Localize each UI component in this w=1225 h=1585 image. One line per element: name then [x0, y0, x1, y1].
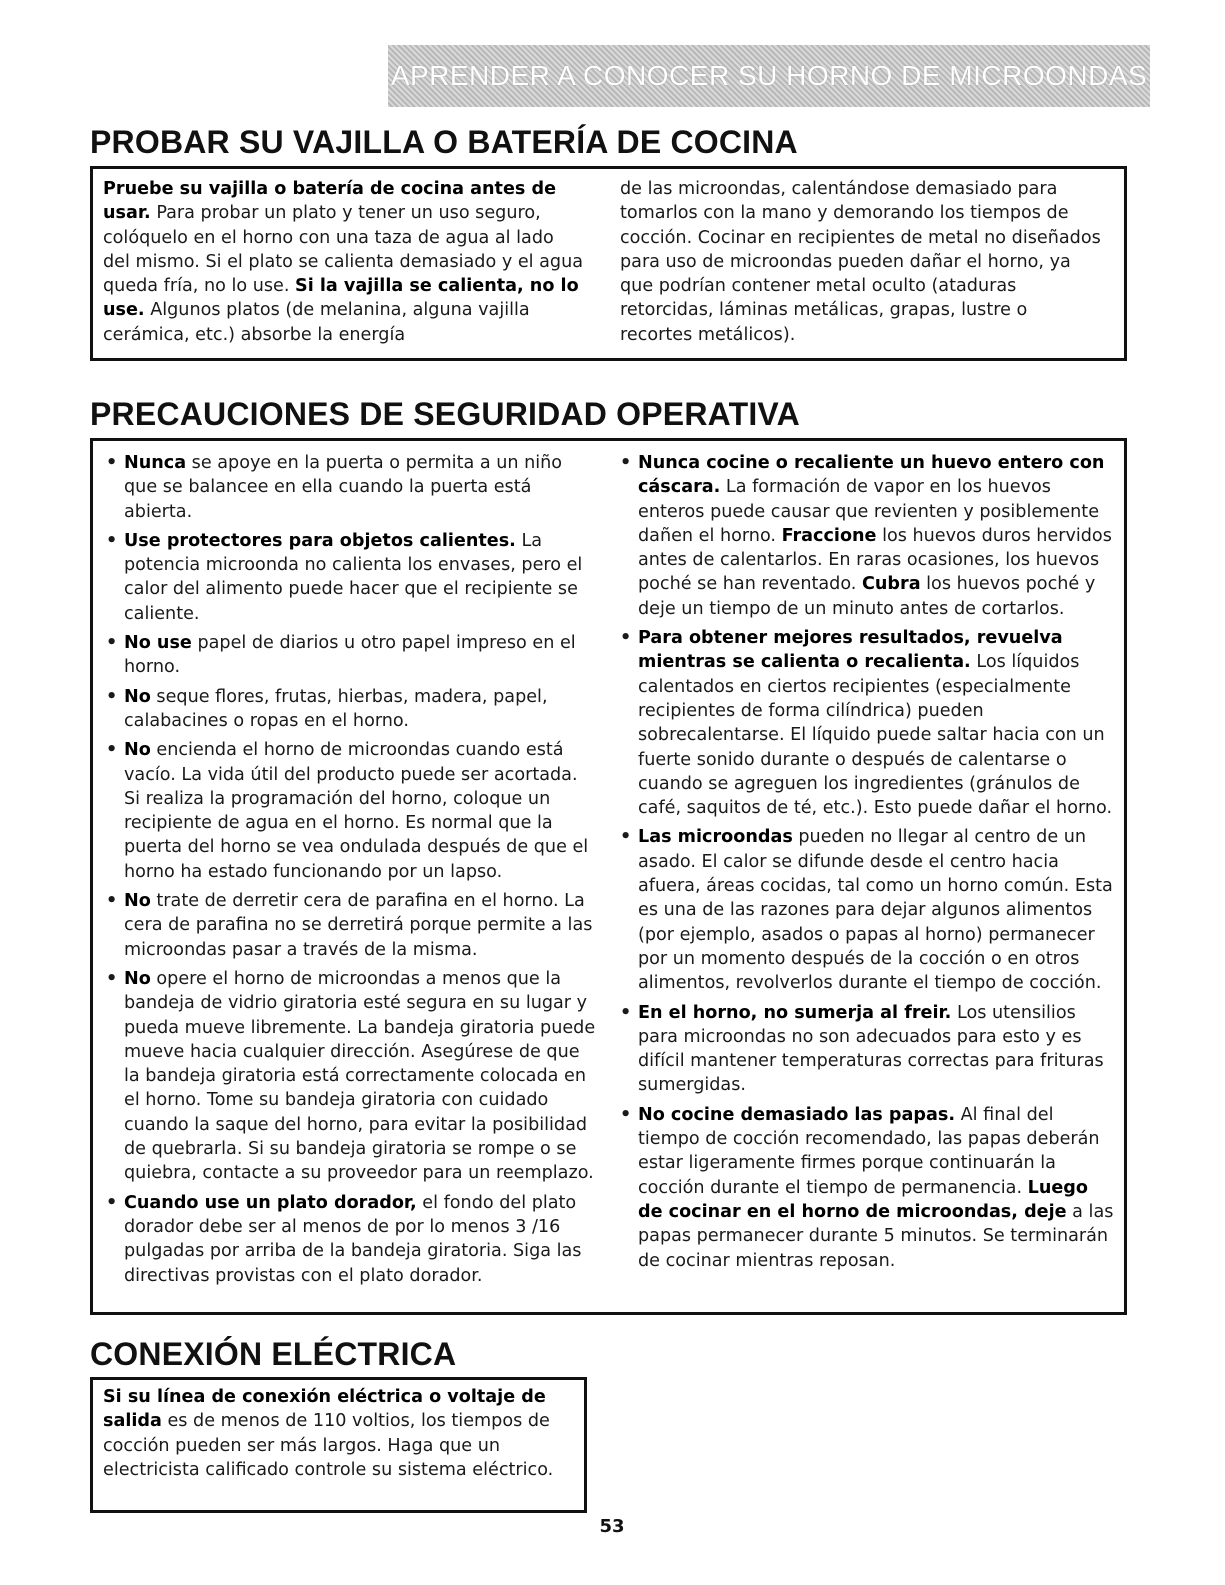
precauciones-title: PRECAUCIONES DE SEGURIDAD OPERATIVA: [90, 396, 800, 432]
bold-run: Cubra: [861, 574, 921, 595]
text-run: Los utensilios para microondas no son adecuados para esto y es difícil mantener temperaturas correctas para frituras sumergidas.: [638, 1002, 1104, 1096]
bold-run: Las microondas: [638, 827, 793, 848]
bold-run: Nunca: [124, 453, 187, 473]
text-run: Los líquidos calentados en ciertos recipientes (especialmente recipientes de forma cilíndrica) pueden sobrecalentarse. El líquido puede saltar hacia con un fuerte sonido durante o después de calentarse o cuando se agreguen los ingredientes (gránulos de café, saquitos de té, etc.). Esto puede dañar el horno.: [638, 652, 1113, 819]
precauciones-right-list: [612, 451, 1117, 1273]
text-run: los huevos poché y deje un tiempo de un minuto antes de cortarlos.: [638, 574, 1096, 619]
bold-run: No: [124, 968, 151, 989]
list-item: [612, 626, 1117, 820]
text-run: Para probar un plato y tener un uso seguro, colóquelo en el horno con una taza de agua al lado del mismo. Si el plato se calienta demasiado y el agua queda fría, no lo use.: [103, 203, 584, 297]
conexion-title: CONEXIÓN ELÉCTRICA: [90, 1336, 457, 1372]
text-run: papel de diarios u otro papel impreso en el horno.: [124, 633, 576, 678]
conexion-column: [103, 1385, 573, 1482]
precauciones-left-list: [98, 451, 598, 1288]
list-item: [98, 967, 598, 1186]
text-run: los huevos duros hervidos antes de calentarlos. En raras ocasiones, los huevos poché se han reventado.: [638, 525, 1112, 595]
bold-run: No: [124, 740, 151, 761]
text-run: La potencia microonda no calienta los envases, pero el calor del alimento puede hacer que el recipiente se caliente.: [124, 530, 583, 624]
probar-left-column: [103, 177, 583, 347]
bold-run: Si la vajilla se calienta, no lo use.: [103, 276, 579, 321]
list-item: [612, 451, 1117, 621]
bold-run: Cuando use un plato dorador,: [124, 1192, 417, 1213]
bold-run: No: [124, 686, 151, 707]
text-run: opere el horno de microondas a menos que la bandeja de vidrio giratoria esté segura en su lugar y pueda mueve libremente. La bandeja giratoria puede mueve hacia cualquier dirección. Asegúrese de que la bandeja giratoria está correctamente colocada en el horno. Tome su bandeja giratoria con cuidado cuando la saque del horno, para evitar la posibilidad de quebrarla. Si su bandeja giratoria se rompe o se quiebra, contacte a su proveedor para un reemplazo.: [124, 968, 596, 1184]
bold-run: No cocine demasiado las papas.: [638, 1104, 955, 1125]
precauciones-left-column: [98, 451, 598, 1293]
text-run: a las papas permanecer durante 5 minutos. Se terminarán de cocinar mientras reposan.: [638, 1201, 1114, 1271]
list-item: [98, 685, 598, 734]
list-item: [98, 631, 598, 680]
bold-run: No use: [124, 633, 192, 654]
text-run: La formación de vapor en los huevos enteros puede causar que revienten y posiblemente dañen el horno.: [638, 477, 1100, 546]
list-item: [98, 529, 598, 626]
list-item: [98, 451, 598, 524]
precauciones-right-column: [612, 451, 1117, 1278]
bold-run: Si su línea de conexión eléctrica o voltaje de salida: [103, 1387, 546, 1432]
conexion-text: [103, 1385, 573, 1482]
text-run: encienda el horno de microondas cuando está vacío. La vida útil del producto puede ser acortada. Si realiza la programación del horno, coloque un recipiente de agua en el horno. Es normal que la puerta del horno se vea ondulada después de que el horno ha estado funcionando por un lapso.: [124, 740, 589, 882]
bold-run: Luego de cocinar en el horno de microondas, deje: [638, 1177, 1088, 1222]
list-item: [98, 889, 598, 962]
list-item: [612, 1103, 1117, 1273]
bold-run: Para obtener mejores resultados, revuelva mientras se calienta o recalienta.: [638, 628, 1063, 673]
probar-title: PROBAR SU VAJILLA O BATERÍA DE COCINA: [90, 124, 798, 160]
page-number: 53: [599, 1516, 625, 1537]
banner-text: APRENDER A CONOCER SU HORNO DE MICROONDAS: [390, 60, 1148, 91]
text-run: pueden no llegar al centro de un asado. El calor se difunde desde el centro hacia afuera, áreas cocidas, tal como un horno común. Esta es una de las razones para dejar algunos alimentos (por ejemplo, asados o papas al horno) permanecer por un momento después de la cocción o en otros alimentos, revolverlos durante el tiempo de cocción.: [638, 827, 1113, 994]
text-run: se apoye en la puerta o permita a un niño que se balancee en ella cuando la puerta está abierta.: [124, 453, 563, 522]
bold-run: No: [124, 891, 151, 912]
probar-right-text: de las microondas, calentándose demasiado para tomarlos con la mano y demorando los tiempos de cocción. Cocinar en recipientes de metal no diseñados para uso de microondas pueden dañar el horno, ya que podrían contener metal oculto (ataduras retorcidas, láminas metálicas, grapas, lustre o recortes metálicos).: [620, 179, 1101, 345]
list-item: [612, 825, 1117, 995]
text-run: Al final del tiempo de cocción recomendado, las papas deberán estar ligeramente firmes porque continuarán la cocción durante el tiempo de permanencia.: [638, 1104, 1100, 1198]
text-run: seque flores, frutas, hierbas, madera, papel, calabacines o ropas en el horno.: [124, 686, 548, 731]
text-run: es de menos de 110 voltios, los tiempos de cocción pueden ser más largos. Haga que un electricista calificado controle su sistema eléctrico.: [103, 1411, 554, 1480]
bold-run: Nunca cocine o recaliente un huevo entero con cáscara.: [638, 453, 1105, 498]
text-run: el fondo del plato dorador debe ser al menos de por lo menos 3 /16 pulgadas por arriba de la bandeja giratoria. Siga las directivas provistas con el plato dorador.: [124, 1192, 582, 1286]
list-item: [612, 1001, 1117, 1098]
section-banner: [388, 45, 1150, 107]
bold-run: Use protectores para objetos calientes.: [124, 530, 516, 551]
bold-run: Pruebe su vajilla o batería de cocina antes de usar.: [103, 179, 557, 224]
bold-run: Fraccione: [781, 525, 877, 546]
probar-left-text: [103, 177, 583, 347]
bold-run: En el horno, no sumerja al freir.: [638, 1002, 952, 1023]
text-run: Algunos platos (de melanina, alguna vajilla cerámica, etc.) absorbe la energía: [103, 300, 530, 345]
text-run: trate de derretir cera de parafina en el horno. La cera de parafina no se derretirá porque permite a las microondas pasar a través de la misma.: [124, 891, 593, 960]
list-item: [98, 738, 598, 884]
list-item: [98, 1191, 598, 1288]
probar-right-column: [620, 177, 1105, 347]
